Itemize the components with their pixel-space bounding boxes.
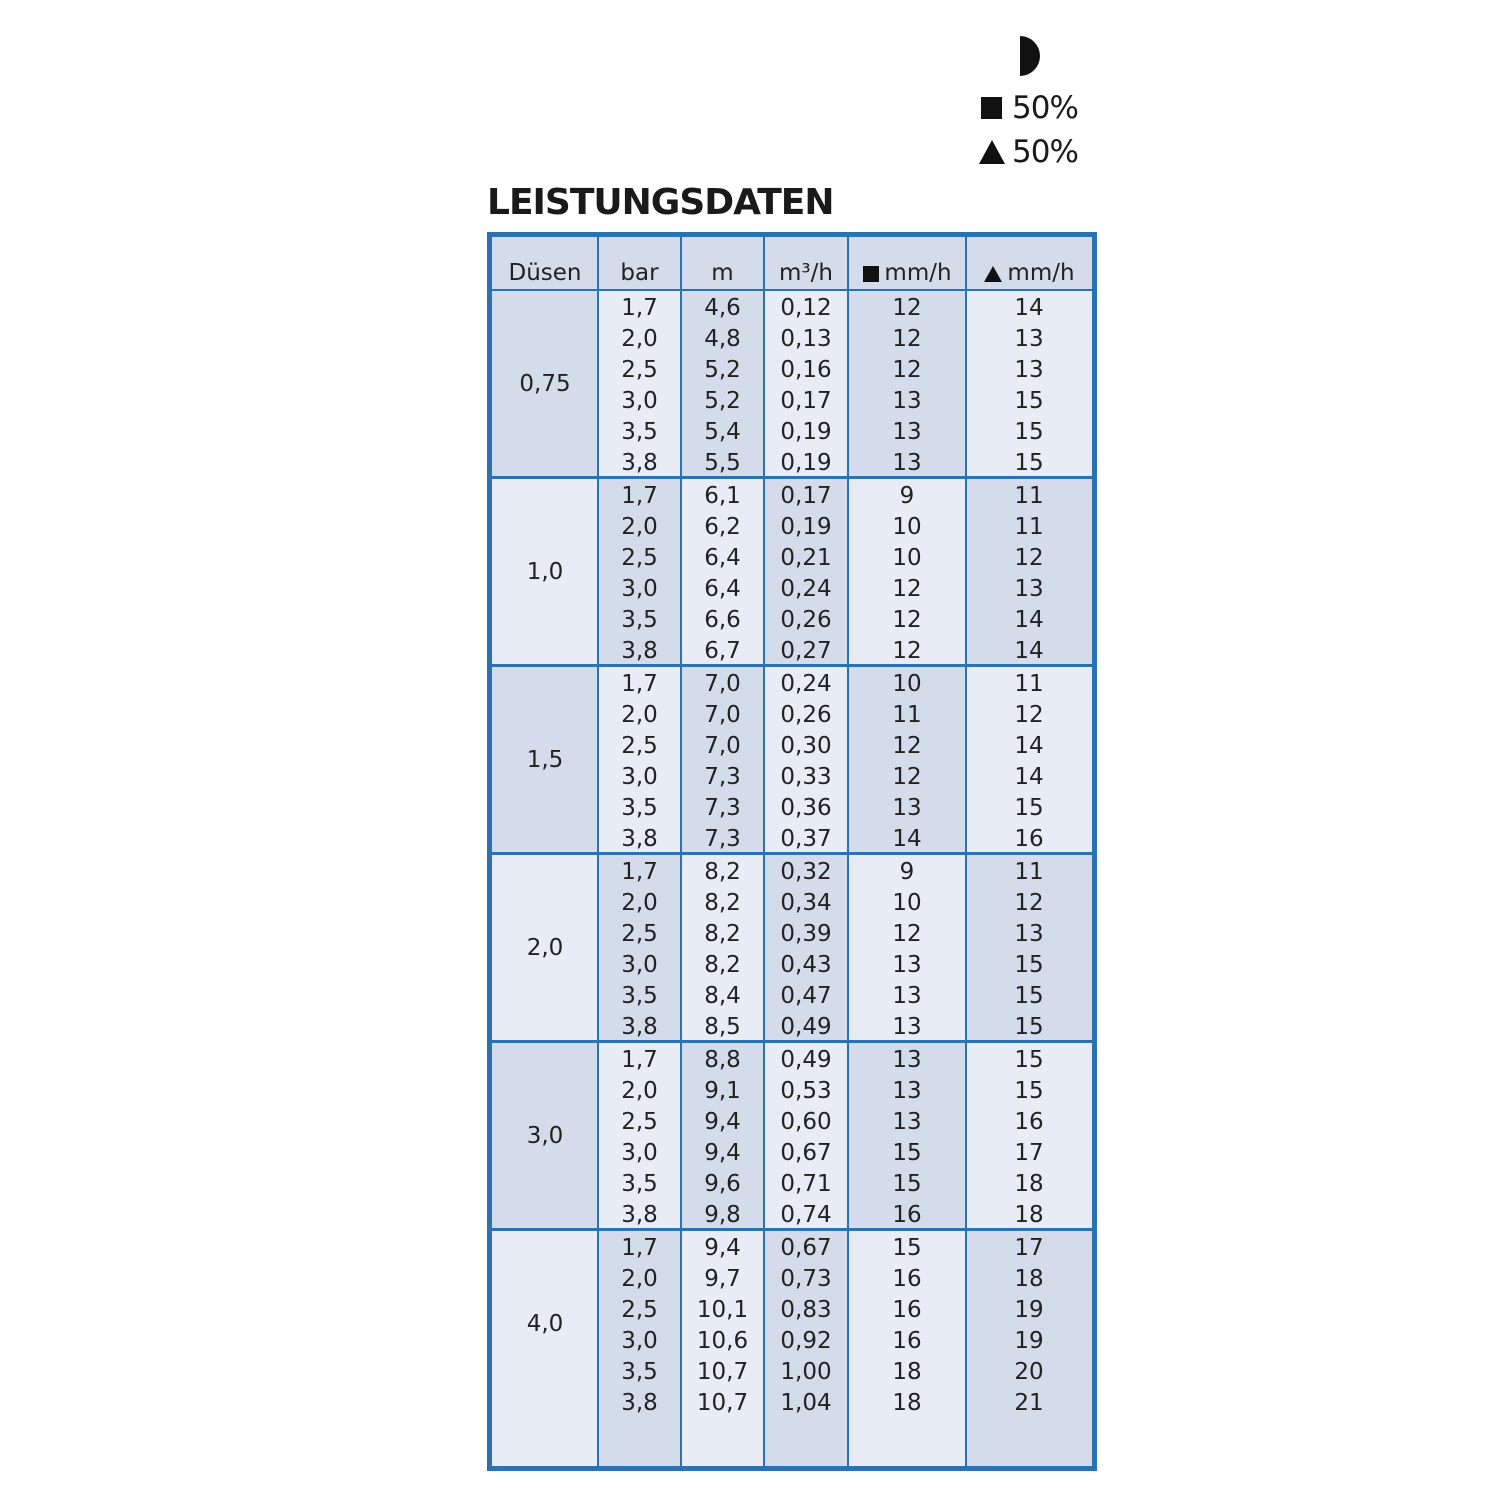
table-cell: 9,7 — [704, 1265, 741, 1292]
column-header-4 — [848, 237, 966, 290]
table-cell: 2,0 — [621, 1265, 658, 1292]
table-cell: 7,3 — [704, 825, 741, 852]
table-cell: 6,1 — [704, 482, 741, 509]
column-header-label: m — [711, 260, 734, 286]
legend-square-row — [978, 88, 1078, 128]
table-cell: 10 — [892, 513, 922, 540]
table-cell: 7,0 — [704, 670, 741, 697]
table-cell: 0,30 — [780, 732, 832, 759]
table-cell: 15 — [892, 1170, 922, 1197]
table-cell: 16 — [1014, 1108, 1044, 1135]
table-cell: 12 — [892, 325, 922, 352]
table-cell: 0,73 — [780, 1265, 832, 1292]
table-cell: 11 — [1014, 670, 1044, 697]
table-cell: 12 — [1014, 701, 1044, 728]
table-cell: 21 — [1014, 1389, 1044, 1416]
table-cell: 2,5 — [621, 732, 658, 759]
table-cell: 5,2 — [704, 356, 741, 383]
table-cell: 0,24 — [780, 575, 832, 602]
table-cell: 0,37 — [780, 825, 832, 852]
group-divider — [487, 1228, 1097, 1231]
table-cell: 13 — [1014, 575, 1044, 602]
column-header-2 — [681, 237, 764, 290]
table-cell: 15 — [1014, 387, 1044, 414]
group-divider — [487, 1040, 1097, 1043]
table-cell: 12 — [892, 575, 922, 602]
table-cell: 6,4 — [704, 575, 741, 602]
triangle-icon — [978, 137, 1012, 167]
table-cell: 3,8 — [621, 637, 658, 664]
table-cell: 8,2 — [704, 858, 741, 885]
table-cell: 1,7 — [621, 670, 658, 697]
legend-triangle-label: 50% — [1012, 134, 1078, 170]
table-cell: 13 — [892, 1108, 922, 1135]
table-cell: 5,4 — [704, 418, 741, 445]
table-cell: 20 — [1014, 1358, 1044, 1385]
table-cell: 8,2 — [704, 889, 741, 916]
table-cell: 16 — [892, 1327, 922, 1354]
table-cell: 7,0 — [704, 732, 741, 759]
table-cell: 13 — [892, 794, 922, 821]
table-cell: 16 — [892, 1201, 922, 1228]
table-cell: 18 — [892, 1389, 922, 1416]
table-cell: 13 — [892, 982, 922, 1009]
nozzle-group — [492, 1042, 1092, 1230]
table-cell: 3,8 — [621, 825, 658, 852]
column-header-label: Düsen — [508, 260, 582, 286]
table-cell: 0,19 — [780, 449, 832, 476]
table-cell: 1,04 — [780, 1389, 832, 1416]
table-cell: 0,43 — [780, 951, 832, 978]
table-cell: 13 — [892, 1077, 922, 1104]
table-cell: 2,0 — [621, 1077, 658, 1104]
half-circle-icon — [1014, 34, 1064, 78]
table-cell: 16 — [892, 1296, 922, 1323]
table-cell: 9,8 — [704, 1201, 741, 1228]
table-cell: 12 — [892, 732, 922, 759]
table-cell: 3,0 — [621, 387, 658, 414]
nozzle-group — [492, 666, 1092, 854]
table-cell: 0,27 — [780, 637, 832, 664]
table-cell: 13 — [892, 449, 922, 476]
table-cell: 1,7 — [621, 1046, 658, 1073]
table-cell: 3,5 — [621, 982, 658, 1009]
table-cell: 10,1 — [696, 1296, 749, 1323]
table-cell: 2,0 — [621, 513, 658, 540]
page-title: LEISTUNGSDATEN — [487, 182, 834, 223]
table-cell: 19 — [1014, 1296, 1044, 1323]
nozzle-label: 1,0 — [526, 559, 564, 585]
legend-square-label: 50% — [1012, 90, 1078, 126]
nozzle-label: 0,75 — [519, 371, 571, 397]
table-cell: 1,7 — [621, 1234, 658, 1261]
column-header-1 — [598, 237, 681, 290]
table-cell: 2,5 — [621, 920, 658, 947]
table-cell: 12 — [892, 294, 922, 321]
table-cell: 0,24 — [780, 670, 832, 697]
table-cell: 0,19 — [780, 513, 832, 540]
table-cell: 0,53 — [780, 1077, 832, 1104]
triangle-icon — [983, 265, 1003, 283]
legend — [978, 30, 1108, 175]
table-cell: 1,7 — [621, 294, 658, 321]
table-cell: 15 — [1014, 951, 1044, 978]
nozzle-group — [492, 1230, 1092, 1466]
table-cell: 5,5 — [704, 449, 741, 476]
table-cell: 0,71 — [780, 1170, 832, 1197]
table-cell: 1,00 — [780, 1358, 832, 1385]
table-cell: 8,2 — [704, 920, 741, 947]
table-cell: 0,49 — [780, 1013, 832, 1040]
table-cell: 3,0 — [621, 951, 658, 978]
table-cell: 0,19 — [780, 418, 832, 445]
table-cell: 18 — [1014, 1170, 1044, 1197]
table-cell: 10,6 — [696, 1327, 749, 1354]
performance-table — [487, 232, 1097, 1471]
table-cell: 0,32 — [780, 858, 832, 885]
table-cell: 5,2 — [704, 387, 741, 414]
table-cell: 3,5 — [621, 1170, 658, 1197]
column-header-3 — [764, 237, 848, 290]
table-cell: 0,17 — [780, 482, 832, 509]
square-icon — [978, 93, 1012, 123]
group-divider — [487, 852, 1097, 855]
table-cell: 8,8 — [704, 1046, 741, 1073]
table-cell: 2,5 — [621, 1296, 658, 1323]
table-cell: 3,5 — [621, 606, 658, 633]
table-cell: 10,7 — [696, 1358, 749, 1385]
nozzle-group — [492, 478, 1092, 666]
group-divider — [487, 664, 1097, 667]
table-cell: 11 — [1014, 513, 1044, 540]
table-cell: 15 — [1014, 1013, 1044, 1040]
table-cell: 10 — [892, 670, 922, 697]
table-cell: 0,67 — [780, 1234, 832, 1261]
table-cell: 0,47 — [780, 982, 832, 1009]
table-cell: 11 — [1014, 482, 1044, 509]
table-cell: 7,3 — [704, 794, 741, 821]
table-cell: 14 — [892, 825, 922, 852]
table-cell: 18 — [1014, 1265, 1044, 1292]
table-cell: 3,0 — [621, 1139, 658, 1166]
nozzle-label: 4,0 — [526, 1311, 564, 1337]
table-cell: 9,4 — [704, 1139, 741, 1166]
table-cell: 0,13 — [780, 325, 832, 352]
table-cell: 6,7 — [704, 637, 741, 664]
table-cell: 13 — [1014, 920, 1044, 947]
table-cell: 3,5 — [621, 1358, 658, 1385]
table-cell: 3,0 — [621, 763, 658, 790]
header-divider — [492, 289, 1092, 291]
column-header-0 — [492, 237, 598, 290]
table-cell: 17 — [1014, 1139, 1044, 1166]
table-cell: 0,16 — [780, 356, 832, 383]
table-cell: 1,7 — [621, 482, 658, 509]
table-cell: 0,92 — [780, 1327, 832, 1354]
table-cell: 0,67 — [780, 1139, 832, 1166]
table-cell: 2,5 — [621, 356, 658, 383]
table-cell: 13 — [892, 1013, 922, 1040]
table-cell: 3,8 — [621, 1201, 658, 1228]
table-cell: 0,21 — [780, 544, 832, 571]
table-cell: 10,7 — [696, 1389, 749, 1416]
nozzle-group — [492, 854, 1092, 1042]
table-cell: 2,0 — [621, 325, 658, 352]
table-cell: 16 — [892, 1265, 922, 1292]
table-cell: 15 — [1014, 794, 1044, 821]
table-cell: 15 — [892, 1139, 922, 1166]
table-cell: 13 — [1014, 325, 1044, 352]
table-cell: 12 — [1014, 544, 1044, 571]
table-cell: 13 — [892, 418, 922, 445]
table-cell: 15 — [1014, 449, 1044, 476]
table-cell: 14 — [1014, 606, 1044, 633]
table-cell: 13 — [892, 387, 922, 414]
column-header-label: mm/h — [884, 260, 952, 286]
table-cell: 0,33 — [780, 763, 832, 790]
column-header-label: mm/h — [1007, 260, 1075, 286]
table-cell: 12 — [1014, 889, 1044, 916]
nozzle-group — [492, 290, 1092, 478]
table-cell: 0,83 — [780, 1296, 832, 1323]
table-cell: 14 — [1014, 732, 1044, 759]
table-cell: 14 — [1014, 763, 1044, 790]
table-cell: 15 — [1014, 1077, 1044, 1104]
table-cell: 0,49 — [780, 1046, 832, 1073]
table-cell: 13 — [892, 1046, 922, 1073]
table-cell: 12 — [892, 356, 922, 383]
table-cell: 2,0 — [621, 701, 658, 728]
table-cell: 4,8 — [704, 325, 741, 352]
table-cell: 10 — [892, 544, 922, 571]
table-cell: 0,60 — [780, 1108, 832, 1135]
table-cell: 0,26 — [780, 701, 832, 728]
table-cell: 3,0 — [621, 575, 658, 602]
table-cell: 9 — [899, 858, 915, 885]
square-icon — [862, 265, 880, 283]
table-cell: 0,34 — [780, 889, 832, 916]
table-cell: 15 — [1014, 1046, 1044, 1073]
table-cell: 6,4 — [704, 544, 741, 571]
nozzle-label: 3,0 — [526, 1123, 564, 1149]
table-cell: 11 — [892, 701, 922, 728]
group-divider — [487, 476, 1097, 479]
table-cell: 3,8 — [621, 1389, 658, 1416]
table-cell: 12 — [892, 637, 922, 664]
table-cell: 0,12 — [780, 294, 832, 321]
nozzle-label: 1,5 — [526, 747, 564, 773]
table-cell: 12 — [892, 606, 922, 633]
table-cell: 2,0 — [621, 889, 658, 916]
table-cell: 11 — [1014, 858, 1044, 885]
table-cell: 10 — [892, 889, 922, 916]
table-cell: 2,5 — [621, 544, 658, 571]
table-cell: 7,3 — [704, 763, 741, 790]
table-cell: 13 — [892, 951, 922, 978]
nozzle-label: 2,0 — [526, 935, 564, 961]
table-cell: 3,8 — [621, 449, 658, 476]
table-cell: 0,17 — [780, 387, 832, 414]
table-cell: 3,5 — [621, 794, 658, 821]
table-cell: 3,8 — [621, 1013, 658, 1040]
table-cell: 0,36 — [780, 794, 832, 821]
table-cell: 8,5 — [704, 1013, 741, 1040]
column-header-label: bar — [620, 260, 659, 286]
table-cell: 12 — [892, 920, 922, 947]
legend-triangle-row — [978, 132, 1078, 172]
table-cell: 2,5 — [621, 1108, 658, 1135]
table-cell: 9,6 — [704, 1170, 741, 1197]
table-cell: 4,6 — [704, 294, 741, 321]
table-cell: 3,0 — [621, 1327, 658, 1354]
table-cell: 9,4 — [704, 1234, 741, 1261]
table-cell: 18 — [892, 1358, 922, 1385]
table-cell: 15 — [1014, 418, 1044, 445]
table-cell: 15 — [1014, 982, 1044, 1009]
table-cell: 16 — [1014, 825, 1044, 852]
table-cell: 9 — [899, 482, 915, 509]
table-cell: 18 — [1014, 1201, 1044, 1228]
column-header-5 — [966, 237, 1092, 290]
table-cell: 3,5 — [621, 418, 658, 445]
table-cell: 0,39 — [780, 920, 832, 947]
table-cell: 19 — [1014, 1327, 1044, 1354]
table-header — [492, 237, 1092, 290]
table-cell: 8,2 — [704, 951, 741, 978]
table-cell: 6,6 — [704, 606, 741, 633]
table-cell: 9,1 — [704, 1077, 741, 1104]
table-cell: 12 — [892, 763, 922, 790]
column-header-label: m³/h — [779, 260, 833, 286]
table-cell: 14 — [1014, 637, 1044, 664]
table-cell: 6,2 — [704, 513, 741, 540]
table-cell: 15 — [892, 1234, 922, 1261]
table-cell: 9,4 — [704, 1108, 741, 1135]
table-cell: 7,0 — [704, 701, 741, 728]
table-cell: 13 — [1014, 356, 1044, 383]
table-cell: 0,74 — [780, 1201, 832, 1228]
table-cell: 14 — [1014, 294, 1044, 321]
table-cell: 0,26 — [780, 606, 832, 633]
table-cell: 17 — [1014, 1234, 1044, 1261]
table-cell: 1,7 — [621, 858, 658, 885]
table-cell: 8,4 — [704, 982, 741, 1009]
